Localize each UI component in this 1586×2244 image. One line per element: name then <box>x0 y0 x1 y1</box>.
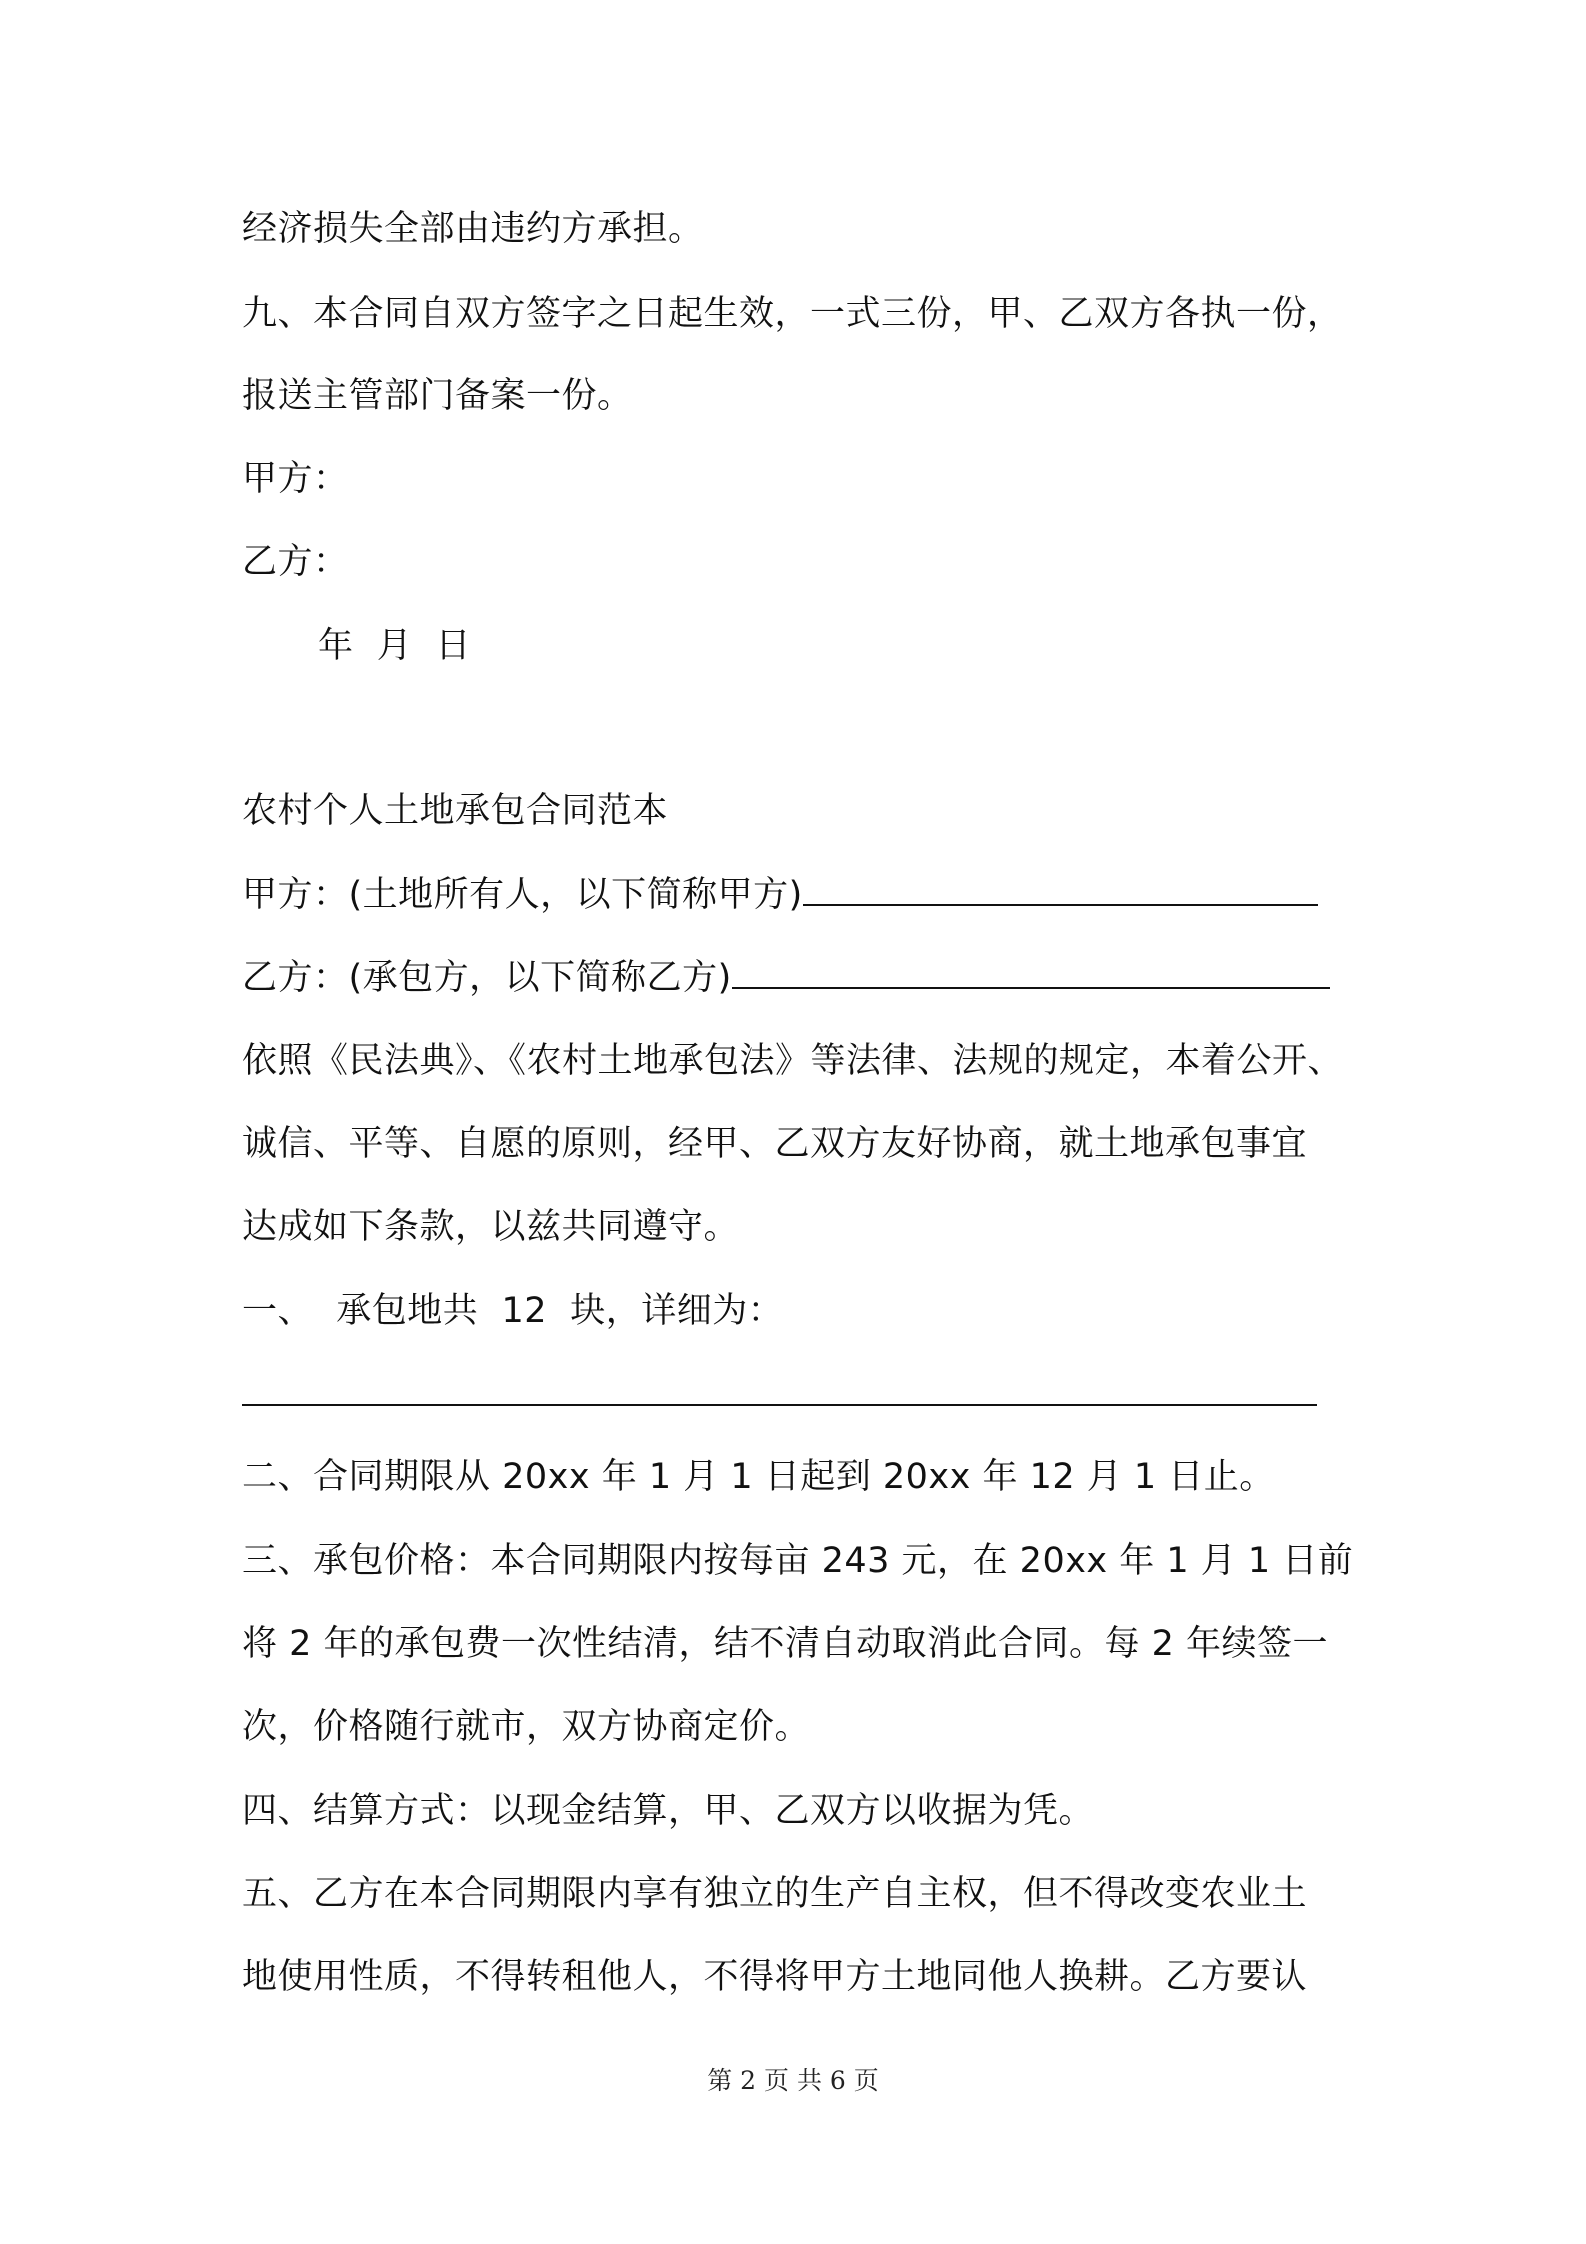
party-a-label: 甲方：(土地所有人，以下简称甲方) <box>242 875 803 915</box>
signature-date: 年 月 日 <box>318 626 472 666</box>
party-b-blank <box>732 953 1330 989</box>
party-b-label: 乙方：(承包方，以下简称乙方) <box>242 958 732 998</box>
page-number: 第 2 页 共 6 页 <box>707 2066 879 2095</box>
text-line: 地使用性质，不得转租他人，不得将甲方土地同他人换耕。乙方要认 <box>242 1957 1308 1997</box>
clause-5: 五、乙方在本合同期限内享有独立的生产自主权，但不得改变农业土 <box>242 1874 1308 1914</box>
clause-1-blank <box>242 1370 1317 1406</box>
clause-4: 四、结算方式：以现金结算，甲、乙双方以收据为凭。 <box>242 1791 1095 1831</box>
text-line: 依照《民法典》、《农村土地承包法》等法律、法规的规定，本着公开、 <box>242 1041 1344 1081</box>
text-line: 次，价格随行就市，双方协商定价。 <box>242 1707 811 1747</box>
party-a-blank <box>803 870 1318 906</box>
party-b-line <box>242 953 1330 1002</box>
clause-2: 二、合同期限从 20xx 年 1 月 1 日起到 20xx 年 12 月 1 日止。 <box>242 1457 1275 1497</box>
party-a-line <box>242 870 1318 919</box>
clause-3: 三、承包价格：本合同期限内按每亩 243 元，在 20xx 年 1 月 1 日前 <box>242 1541 1354 1581</box>
signature-party-a: 甲方： <box>242 459 349 499</box>
text-line: 诚信、平等、自愿的原则，经甲、乙双方友好协商，就土地承包事宜 <box>242 1124 1308 1164</box>
clause-1: 一、 承包地共 12 块，详细为： <box>242 1291 784 1331</box>
signature-party-b: 乙方： <box>242 542 349 582</box>
text-line: 将 2 年的承包费一次性结清，结不清自动取消此合同。每 2 年续签一 <box>242 1624 1329 1664</box>
text-line: 九、本合同自双方签字之日起生效，一式三份，甲、乙双方各执一份， <box>242 294 1343 334</box>
text-line: 达成如下条款，以兹共同遵守。 <box>242 1207 740 1247</box>
clause-1-blank-line <box>242 1370 1317 1419</box>
text-line: 报送主管部门备案一份。 <box>242 376 633 416</box>
section-title: 农村个人土地承包合同范本 <box>242 791 669 831</box>
text-line: 经济损失全部由违约方承担。 <box>242 209 704 249</box>
